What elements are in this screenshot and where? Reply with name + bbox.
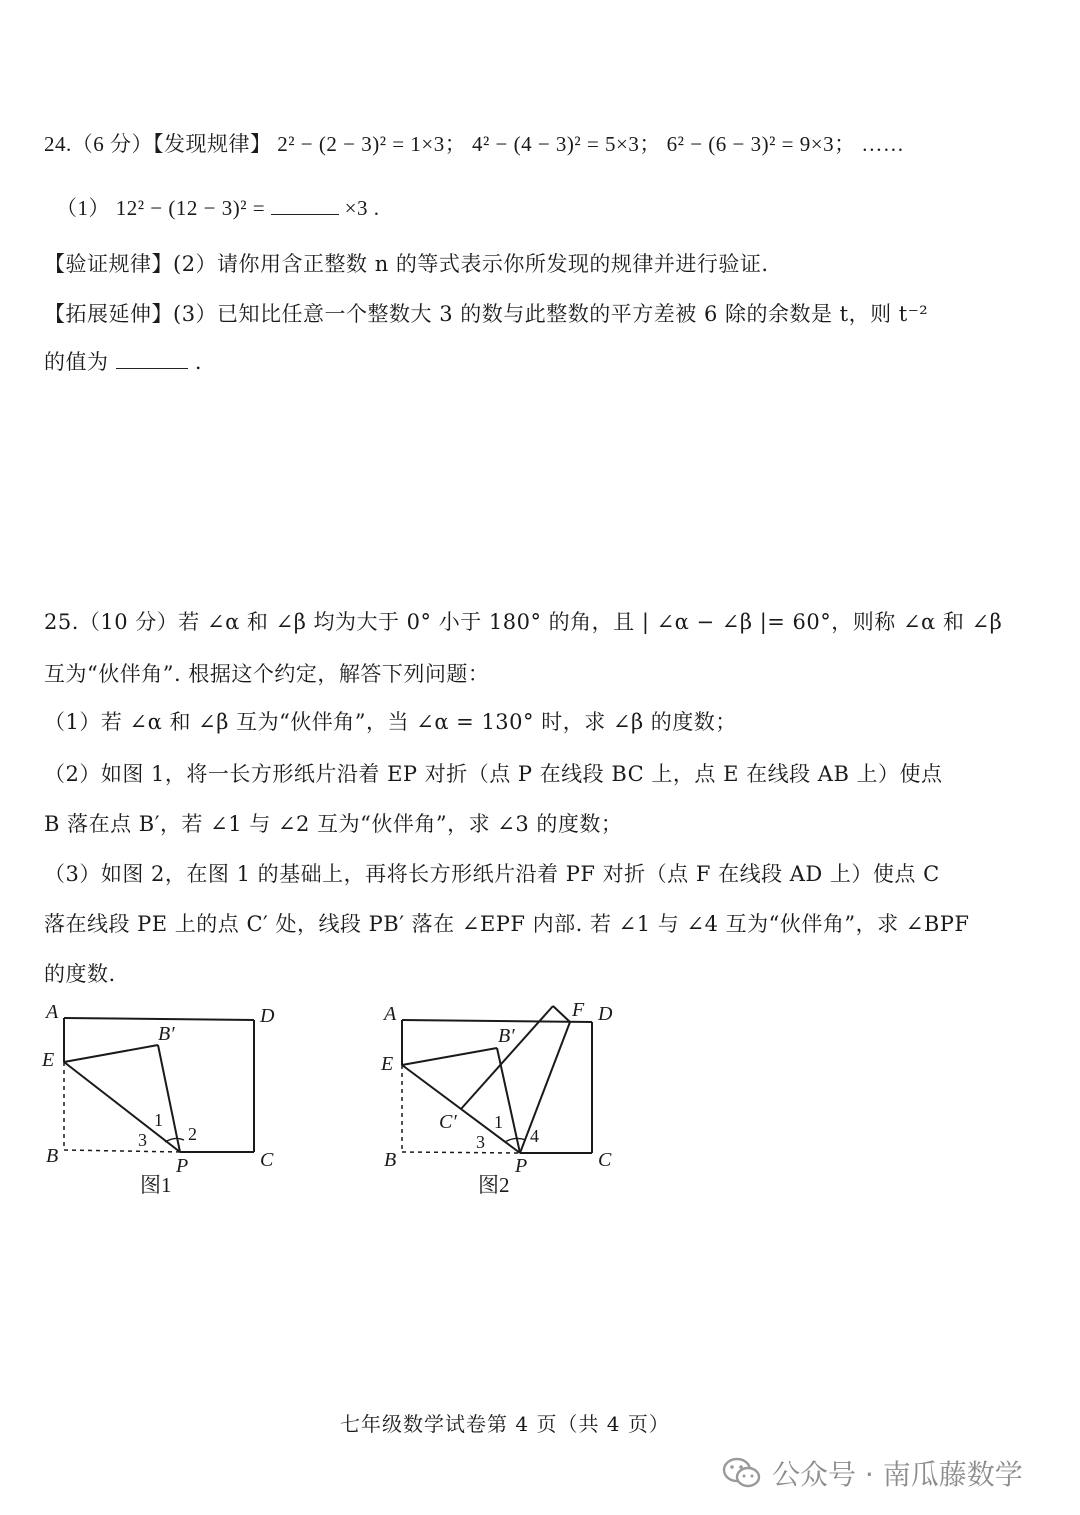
q24-part1-expr: （1） 12² − (12 − 3)² = bbox=[56, 196, 266, 220]
fig2-label-E: E bbox=[381, 1053, 394, 1075]
fig2-edge-EBp bbox=[402, 1048, 497, 1065]
wechat-icon bbox=[722, 1456, 762, 1490]
q24-line-1: 24.（6 分）【发现规律】 2² − (2 − 3)² = 1×3； 4² − (4 − 3)² = 5×3； 6² − (6 − 3)² = 9×3； …… bbox=[44, 132, 905, 156]
fig1-label-B: B bbox=[46, 1145, 59, 1167]
q25-line-5: B 落在点 B′，若 ∠1 与 ∠2 互为“伙伴角”，求 ∠3 的度数； bbox=[44, 812, 623, 836]
q24-part3-prefix: 的值为 bbox=[44, 350, 109, 374]
wechat-watermark bbox=[722, 1453, 1023, 1493]
fig1-edge-EBp bbox=[64, 1045, 158, 1062]
q25-line-8: 的度数. bbox=[44, 962, 116, 986]
fig1-edge-AD bbox=[64, 1018, 254, 1020]
q24-line-4: 【拓展延伸】(3）已知比任意一个整数大 3 的数与此整数的平方差被 6 除的余数是 t，则 t⁻² bbox=[44, 302, 929, 326]
fig2-edge-AD bbox=[402, 1020, 592, 1022]
page-footer: 七年级数学试卷第 4 页（共 4 页） bbox=[340, 1412, 670, 1436]
fig2-edge-BP-dashed bbox=[402, 1152, 520, 1153]
fig2-label-D: D bbox=[598, 1003, 613, 1025]
fig1-edge-EP bbox=[64, 1062, 180, 1152]
fig2-caption: 图2 bbox=[478, 1173, 510, 1197]
fig2-label-angle-4: 4 bbox=[530, 1126, 539, 1146]
fig1-label-angle-1: 1 bbox=[154, 1110, 163, 1130]
fig1-label-P: P bbox=[176, 1155, 189, 1177]
fig1-label-A: A bbox=[46, 1001, 59, 1023]
fig2-label-B: B bbox=[384, 1149, 397, 1171]
figure-2-labels bbox=[380, 999, 613, 1197]
fig1-edge-BP-dashed bbox=[64, 1150, 180, 1152]
fig1-label-Bprime: B′ bbox=[158, 1023, 175, 1045]
fig1-label-angle-3: 3 bbox=[138, 1130, 147, 1150]
fig2-label-A: A bbox=[384, 1003, 397, 1025]
q24-line-3: 【验证规律】(2）请你用含正整数 n 的等式表示你所发现的规律并进行验证. bbox=[44, 252, 769, 276]
figure-1-labels bbox=[41, 1001, 275, 1197]
fig2-label-angle-1: 1 bbox=[494, 1112, 503, 1132]
fig2-label-F: F bbox=[572, 999, 585, 1021]
fig1-label-E: E bbox=[42, 1049, 55, 1071]
q24-part1-tail: ×3 . bbox=[344, 196, 380, 220]
q25-line-2: 互为“伙伴角”. 根据这个约定，解答下列问题： bbox=[44, 662, 490, 686]
q25-line-7: 落在线段 PE 上的点 C′ 处，线段 PB′ 落在 ∠EPF 内部. 若 ∠1 与 ∠4 互为“伙伴角”，求 ∠BPF bbox=[44, 912, 970, 936]
fig2-label-Bprime: B′ bbox=[498, 1025, 515, 1047]
fig1-label-angle-2: 2 bbox=[188, 1124, 197, 1144]
q25-line-1: 25.（10 分）若 ∠α 和 ∠β 均为大于 0° 小于 180° 的角，且 | ∠α − ∠β |= 60°，则称 ∠α 和 ∠β bbox=[44, 610, 1003, 634]
fig1-label-D: D bbox=[260, 1005, 275, 1027]
q24-part3-tail: . bbox=[194, 350, 203, 374]
fig1-edge-BpP bbox=[158, 1045, 180, 1152]
q25-line-6: （3）如图 2，在图 1 的基础上，再将长方形纸片沿着 PF 对折（点 F 在线段 AD 上）使点 C bbox=[44, 862, 940, 886]
fig1-caption: 图1 bbox=[140, 1173, 172, 1197]
watermark-text: 公众号 · 南瓜藤数学 bbox=[772, 1458, 1023, 1491]
fig2-edge-folded-top bbox=[553, 1006, 570, 1022]
q25-line-3: （1）若 ∠α 和 ∠β 互为“伙伴角”，当 ∠α = 130° 时，求 ∠β 的度数； bbox=[44, 710, 737, 734]
fig2-angle-arc bbox=[505, 1138, 526, 1142]
fig1-label-C: C bbox=[260, 1149, 274, 1171]
fig2-edge-PF bbox=[520, 1022, 570, 1153]
fig2-label-angle-3: 3 bbox=[476, 1132, 485, 1152]
fig2-label-P: P bbox=[515, 1155, 528, 1177]
fig2-label-Cprime: C′ bbox=[439, 1111, 457, 1133]
fig2-label-C: C bbox=[598, 1149, 612, 1171]
q25-line-4: （2）如图 1，将一长方形纸片沿着 EP 对折（点 P 在线段 BC 上，点 E 在线段 AB 上）使点 bbox=[44, 762, 943, 786]
